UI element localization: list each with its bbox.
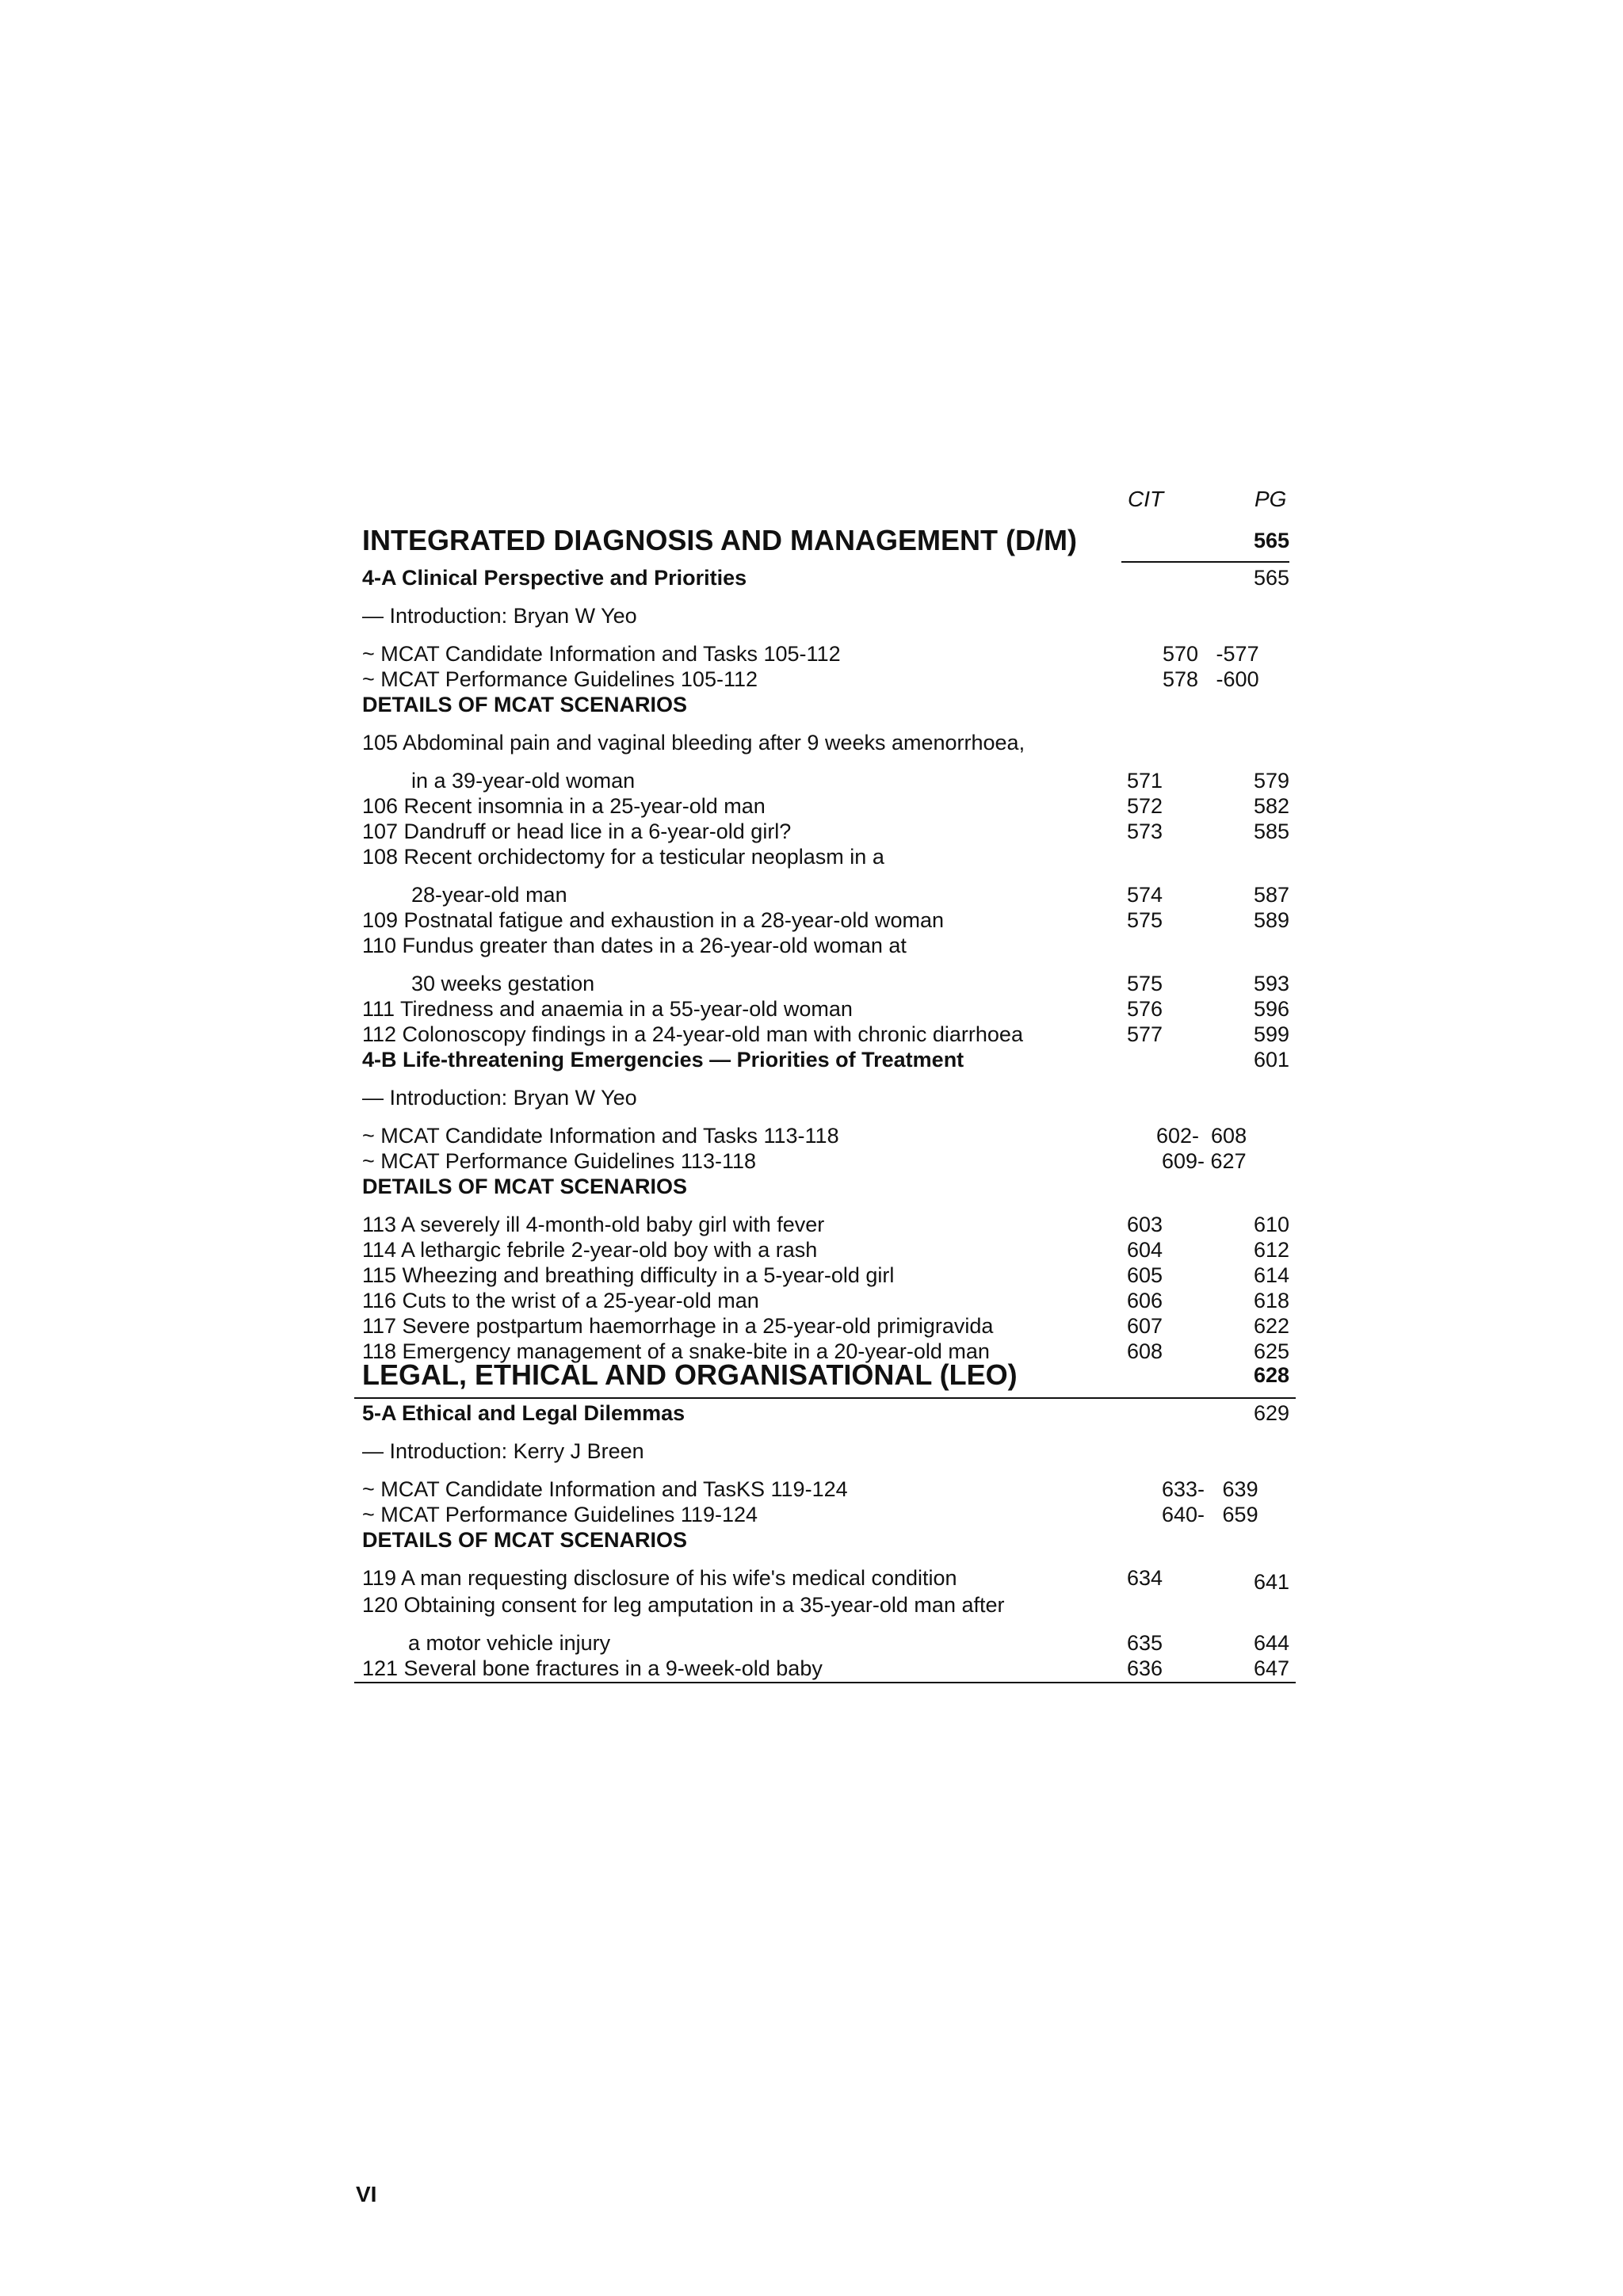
entry-text: 109 Postnatal fatigue and exhaustion in a 28-year-old woman [362, 908, 944, 932]
entry-text: ~ MCAT Performance Guidelines 113-118 [362, 1149, 756, 1173]
intro-entry [362, 1085, 1289, 1110]
candidate-info-entry [362, 1123, 1289, 1148]
entry-cit: 606 [1126, 1289, 1163, 1312]
scenario-entry [362, 971, 1289, 996]
entry-range: 640- 659 [1162, 1503, 1258, 1526]
scenario-entry [362, 1313, 1289, 1339]
entry-text: DETAILS OF MCAT SCENARIOS [362, 1175, 687, 1198]
scenario-entry [362, 907, 1289, 933]
entry-text: 117 Severe postpartum haemorrhage in a 25-year-old primigravida [362, 1314, 994, 1338]
entry-text: 108 Recent orchidectomy for a testicular neoplasm in a [362, 845, 884, 869]
entry-text: 4-B Life-threatening Emergencies — Priorities of Treatment [362, 1048, 964, 1072]
scenario-entry [362, 819, 1289, 844]
entry-page: 614 [1253, 1263, 1289, 1287]
entry-page: 589 [1253, 908, 1289, 932]
section-page: 628 [1253, 1363, 1289, 1387]
entry-cit: 572 [1126, 794, 1163, 818]
entry-cit: 635 [1126, 1631, 1163, 1655]
details-heading [362, 1527, 1289, 1553]
entry-page: 599 [1253, 1022, 1289, 1046]
details-heading [362, 1174, 1289, 1199]
entry-text: 115 Wheezing and breathing difficulty in a 5-year-old girl [362, 1263, 895, 1287]
scenario-entry [362, 1237, 1289, 1263]
table-bottom-rule [354, 1682, 1296, 1683]
entry-text: 114 A lethargic febrile 2-year-old boy with a rash [362, 1238, 818, 1262]
entry-page: 612 [1253, 1238, 1289, 1262]
entry-cit: 575 [1126, 972, 1163, 995]
entry-text: DETAILS OF MCAT SCENARIOS [362, 693, 687, 716]
scenario-entry [362, 1212, 1289, 1237]
entry-cit: 573 [1126, 819, 1163, 843]
entry-page: 641 [1253, 1570, 1289, 1594]
entry-range: 609- 627 [1162, 1149, 1247, 1173]
entry-text: 105 Abdominal pain and vaginal bleeding after 9 weeks amenorrhoea, [362, 731, 1025, 755]
entry-text: 121 Several bone fractures in a 9-week-old baby [362, 1656, 823, 1680]
scenario-entry [362, 1592, 1289, 1618]
entry-text: 113 A severely ill 4-month-old baby girl with fever [362, 1213, 825, 1236]
entry-text: 119 A man requesting disclosure of his wife's medical condition [362, 1566, 957, 1590]
entry-page: 587 [1253, 883, 1289, 907]
entry-cit: 571 [1126, 769, 1163, 793]
entry-page: 579 [1253, 769, 1289, 793]
section-rule [1121, 561, 1289, 563]
subsection-4b [362, 1047, 1289, 1072]
entry-page: 618 [1253, 1289, 1289, 1312]
entry-page: 565 [1253, 566, 1289, 590]
entry-text: 30 weeks gestation [411, 972, 595, 995]
scenario-entry [362, 882, 1289, 907]
subsection-4a [362, 565, 1289, 590]
subsection-5a [362, 1400, 1289, 1426]
entry-cit: 608 [1126, 1339, 1163, 1363]
entry-cit: 576 [1126, 997, 1163, 1021]
candidate-info-entry [362, 1477, 1289, 1502]
entry-cit: 605 [1126, 1263, 1163, 1287]
entry-page: 582 [1253, 794, 1289, 818]
scenario-entry [362, 844, 1289, 869]
entry-text: ~ MCAT Performance Guidelines 119-124 [362, 1503, 758, 1526]
entry-range: 633- 639 [1162, 1477, 1258, 1501]
entry-cit: 575 [1126, 908, 1163, 932]
entry-text: — Introduction: Bryan W Yeo [362, 1086, 637, 1110]
entry-page: 585 [1253, 819, 1289, 843]
intro-entry [362, 1438, 1289, 1464]
scenario-entry [362, 793, 1289, 819]
entry-text: ~ MCAT Candidate Information and Tasks 105-112 [362, 642, 841, 666]
entry-page: 610 [1253, 1213, 1289, 1236]
entry-text: a motor vehicle injury [408, 1631, 611, 1655]
entry-text: 112 Colonoscopy findings in a 24-year-old man with chronic diarrhoea [362, 1022, 1023, 1046]
page-folio: VI [356, 2182, 377, 2206]
entry-text: — Introduction: Bryan W Yeo [362, 604, 637, 628]
section-title-leo [362, 1358, 1289, 1392]
entry-text: 107 Dandruff or head lice in a 6-year-old girl? [362, 819, 792, 843]
entry-page: 647 [1253, 1656, 1289, 1680]
pg-column-header: PG [1254, 487, 1287, 511]
scenario-entry [362, 1263, 1289, 1288]
entry-page: 625 [1253, 1339, 1289, 1363]
scenario-entry [362, 1565, 1289, 1594]
entry-text: 4-A Clinical Perspective and Priorities [362, 566, 747, 590]
entry-text: 110 Fundus greater than dates in a 26-year-old woman at [362, 934, 907, 957]
entry-cit: 604 [1126, 1238, 1163, 1262]
section-title-text: LEGAL, ETHICAL AND ORGANISATIONAL (LEO) [362, 1358, 1018, 1391]
entry-page: 596 [1253, 997, 1289, 1021]
entry-range: 602- 608 [1156, 1124, 1247, 1148]
entry-page: 622 [1253, 1314, 1289, 1338]
entry-cit: 577 [1126, 1022, 1163, 1046]
entry-cit: 574 [1126, 883, 1163, 907]
entry-text: 111 Tiredness and anaemia in a 55-year-old woman [362, 997, 853, 1021]
scenario-entry [362, 1022, 1289, 1047]
entry-text: 120 Obtaining consent for leg amputation in a 35-year-old man after [362, 1593, 1005, 1617]
entry-page: 644 [1253, 1631, 1289, 1655]
entry-page: 629 [1253, 1401, 1289, 1425]
details-heading [362, 692, 1289, 717]
entry-page: 601 [1253, 1048, 1289, 1072]
entry-range: 570 -577 [1163, 642, 1259, 666]
entry-text: in a 39-year-old woman [411, 769, 636, 793]
entry-text: 116 Cuts to the wrist of a 25-year-old man [362, 1289, 759, 1312]
entry-cit: 634 [1126, 1566, 1163, 1590]
section-title-text: INTEGRATED DIAGNOSIS AND MANAGEMENT (D/M) [362, 524, 1077, 556]
scenario-entry [362, 730, 1289, 755]
candidate-info-entry [362, 641, 1289, 667]
entry-text: ~ MCAT Candidate Information and Tasks 113-118 [362, 1124, 839, 1148]
section-title-dm [362, 523, 1289, 558]
performance-entry [362, 667, 1289, 692]
entry-text: 118 Emergency management of a snake-bite in a 20-year-old man [362, 1339, 990, 1363]
entry-text: DETAILS OF MCAT SCENARIOS [362, 1528, 687, 1552]
scenario-entry [362, 1656, 1289, 1681]
entry-text: — Introduction: Kerry J Breen [362, 1439, 644, 1463]
section-page: 565 [1253, 529, 1289, 552]
scenario-entry [362, 996, 1289, 1022]
performance-entry [362, 1148, 1289, 1174]
scenario-entry [362, 1288, 1289, 1313]
entry-text: 106 Recent insomnia in a 25-year-old man [362, 794, 766, 818]
scenario-entry [362, 768, 1289, 793]
entry-text: 28-year-old man [411, 883, 567, 907]
section-rule [354, 1397, 1296, 1399]
entry-cit: 603 [1126, 1213, 1163, 1236]
entry-text: ~ MCAT Performance Guidelines 105-112 [362, 667, 758, 691]
entry-page: 593 [1253, 972, 1289, 995]
intro-entry [362, 603, 1289, 628]
cit-column-header: CIT [1128, 487, 1164, 511]
entry-text: ~ MCAT Candidate Information and TasKS 119-124 [362, 1477, 848, 1501]
scenario-entry [362, 1630, 1289, 1656]
entry-text: 5-A Ethical and Legal Dilemmas [362, 1401, 685, 1425]
entry-cit: 607 [1126, 1314, 1163, 1338]
scenario-entry [362, 933, 1289, 958]
entry-range: 578 -600 [1163, 667, 1259, 691]
performance-entry [362, 1502, 1289, 1527]
entry-cit: 636 [1126, 1656, 1163, 1680]
